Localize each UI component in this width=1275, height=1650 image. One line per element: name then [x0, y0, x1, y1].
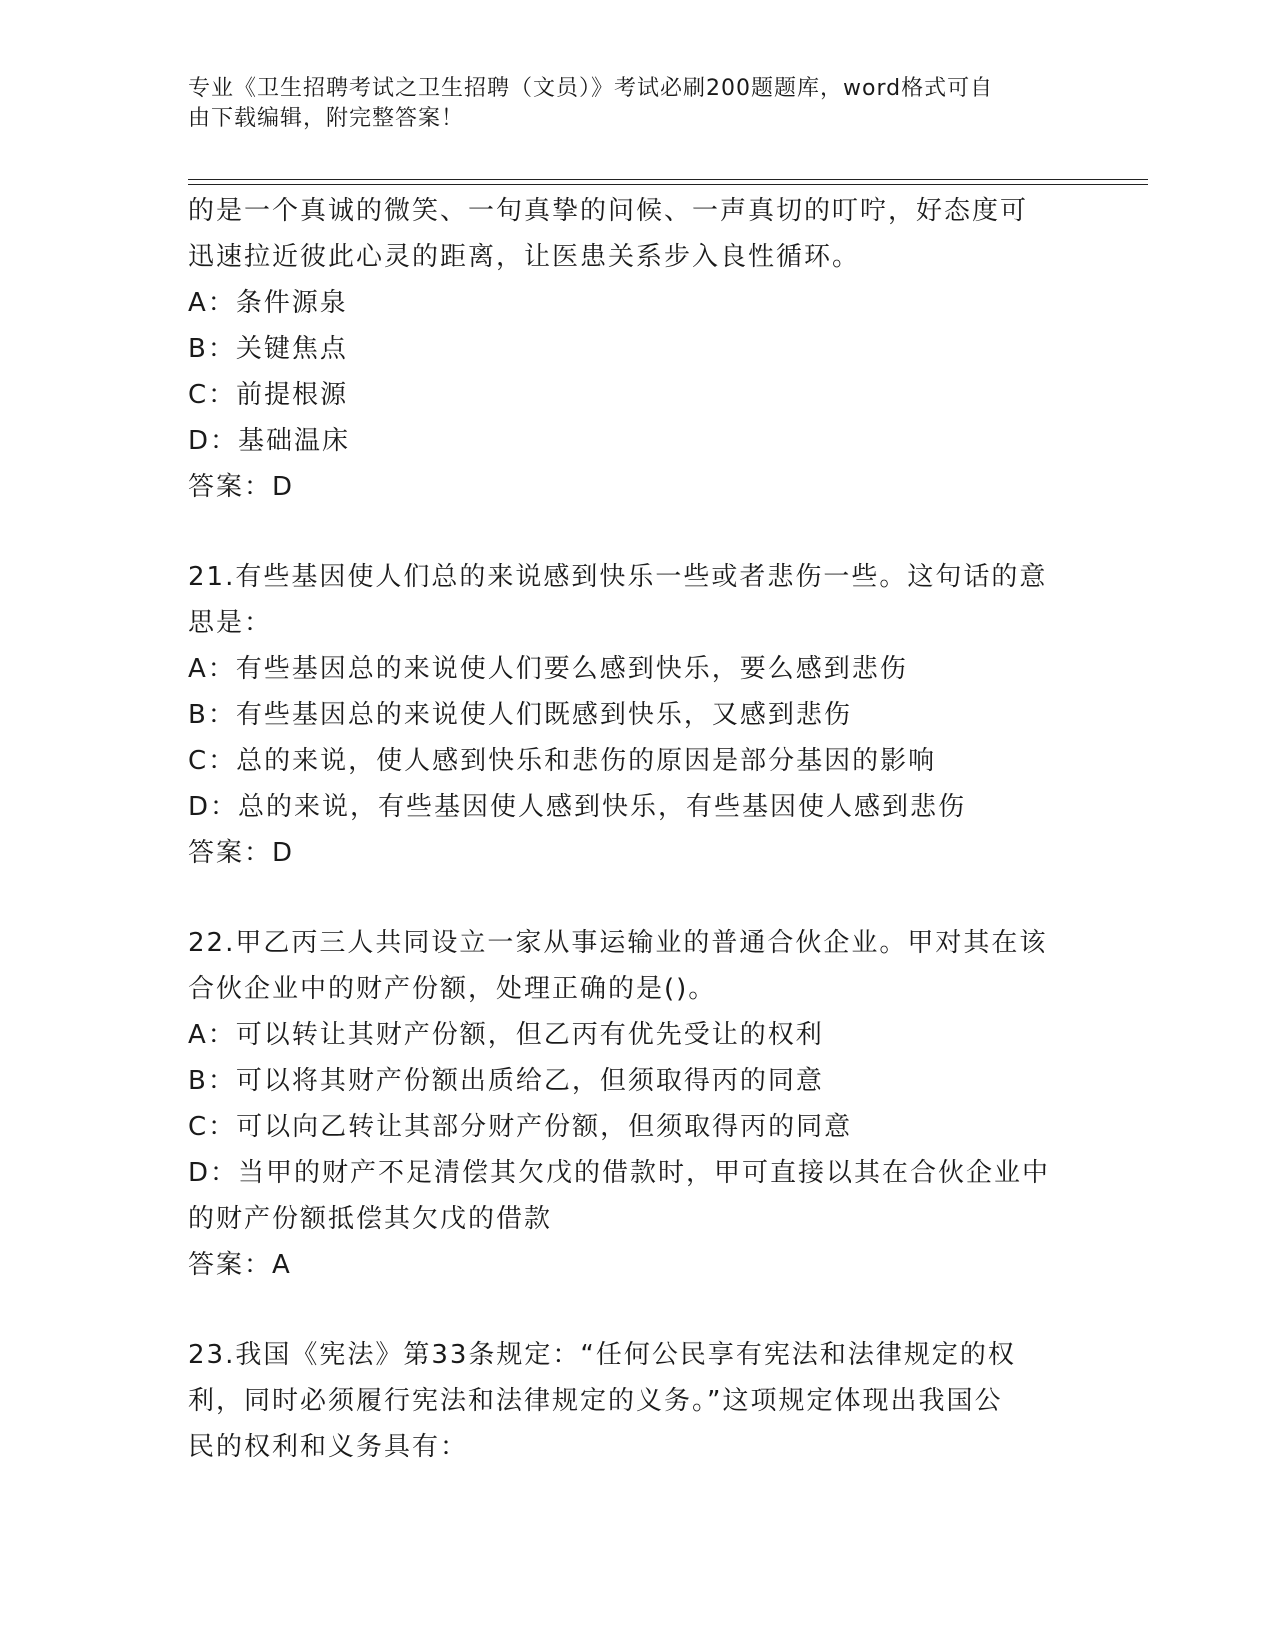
header-divider-bottom — [188, 184, 1148, 185]
spacer — [188, 1288, 1068, 1332]
question-text-line: 23.我国《宪法》第33条规定：“任何公民享有宪法和法律规定的权 — [188, 1340, 1016, 1370]
answer-line: 答案：D — [188, 838, 295, 868]
answer-line: 答案：A — [188, 1250, 292, 1280]
question-text-line: 民的权利和义务具有： — [188, 1432, 469, 1462]
spacer — [188, 510, 1068, 554]
question-text-line: 的是一个真诚的微笑、一句真挚的问候、一声真切的叮咛，好态度可 — [188, 196, 1029, 226]
question-text-line: 迅速拉近彼此心灵的距离，让医患关系步入良性循环。 — [188, 242, 861, 272]
question-23 — [188, 1332, 1068, 1470]
question-21 — [188, 554, 1068, 876]
option-d: D：当甲的财产不足清偿其欠戊的借款时，甲可直接以其在合伙企业中 — [188, 1158, 1051, 1188]
question-text-line: 思是： — [188, 608, 273, 638]
option-a: A：条件源泉 — [188, 288, 348, 318]
option-d: D：基础温床 — [188, 426, 351, 456]
option-d: D：总的来说，有些基因使人感到快乐，有些基因使人感到悲伤 — [188, 792, 967, 822]
spacer — [188, 876, 1068, 920]
option-c: C：前提根源 — [188, 380, 349, 410]
question-22 — [188, 920, 1068, 1288]
option-a: A：可以转让其财产份额，但乙丙有优先受让的权利 — [188, 1020, 824, 1050]
question-20 — [188, 188, 1068, 510]
answer-line: 答案：D — [188, 472, 295, 502]
question-text-line: 21.有些基因使人们总的来说感到快乐一些或者悲伤一些。这句话的意 — [188, 562, 1048, 592]
option-b: B：关键焦点 — [188, 334, 348, 364]
option-b: B：有些基因总的来说使人们既感到快乐，又感到悲伤 — [188, 700, 852, 730]
document-body — [188, 188, 1068, 1470]
header-divider-top — [188, 179, 1148, 180]
question-text-line: 利，同时必须履行宪法和法律规定的义务。”这项规定体现出我国公 — [188, 1386, 1003, 1416]
header-line-1: 专业《卫生招聘考试之卫生招聘（文员）》考试必刷200题题库，word格式可自 — [188, 76, 994, 101]
option-d-continuation: 的财产份额抵偿其欠戊的借款 — [188, 1204, 553, 1234]
document-header — [188, 74, 1068, 134]
option-a: A：有些基因总的来说使人们要么感到快乐，要么感到悲伤 — [188, 654, 908, 684]
option-b: B：可以将其财产份额出质给乙，但须取得丙的同意 — [188, 1066, 824, 1096]
header-line-2: 由下载编辑，附完整答案！ — [188, 106, 465, 131]
question-text-line: 合伙企业中的财产份额，处理正确的是()。 — [188, 974, 717, 1004]
option-c: C：可以向乙转让其部分财产份额，但须取得丙的同意 — [188, 1112, 853, 1142]
option-c: C：总的来说，使人感到快乐和悲伤的原因是部分基因的影响 — [188, 746, 937, 776]
question-text-line: 22.甲乙丙三人共同设立一家从事运输业的普通合伙企业。甲对其在该 — [188, 928, 1048, 958]
